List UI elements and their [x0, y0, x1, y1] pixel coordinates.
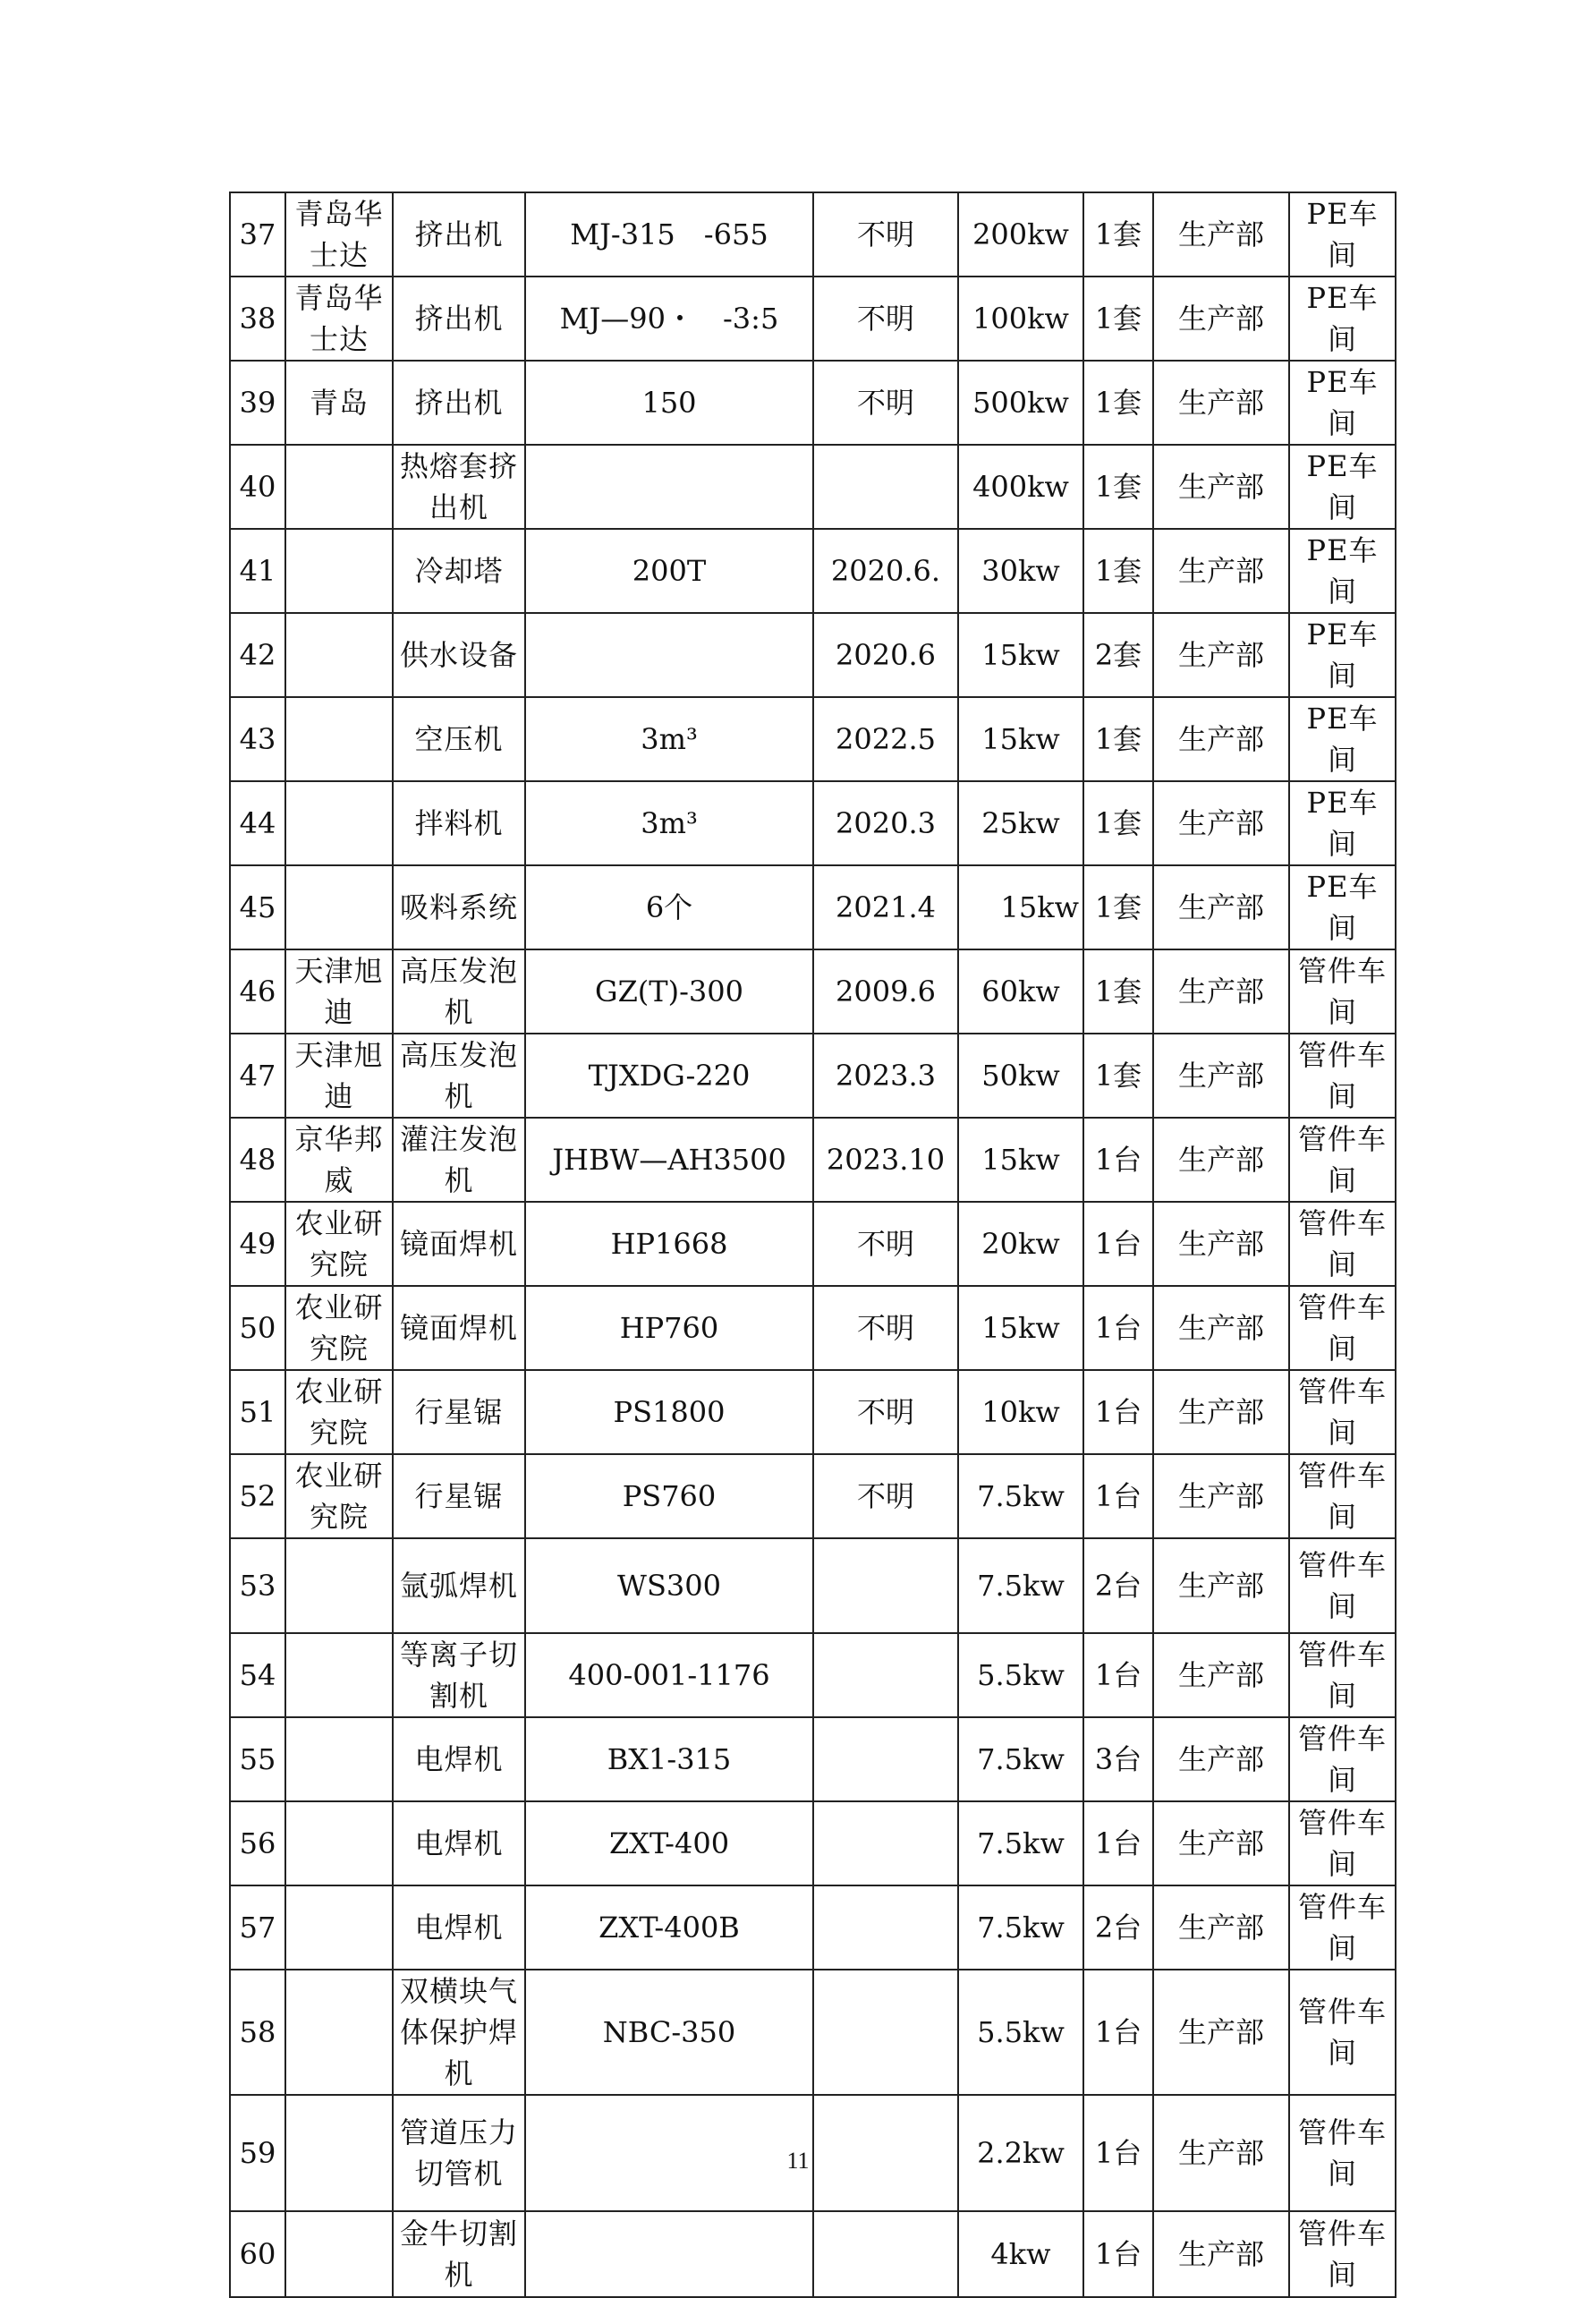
date-cell: 不明 — [813, 1454, 958, 1538]
manufacturer-cell: 青岛华士达 — [285, 192, 393, 277]
power-cell: 7.5kw — [958, 1717, 1083, 1801]
model-cell: 3m³ — [525, 781, 813, 865]
equipment-name-cell: 挤出机 — [393, 277, 525, 361]
model-cell: 400-001-1176 — [525, 1633, 813, 1717]
power-cell: 15kw — [958, 865, 1083, 949]
table-row — [230, 1885, 1396, 1970]
equipment-name-cell: 电焊机 — [393, 1717, 525, 1801]
row-number: 44 — [230, 781, 285, 865]
quantity-cell: 1台 — [1083, 1970, 1153, 2095]
date-cell: 2020.3 — [813, 781, 958, 865]
department-cell: 生产部 — [1153, 1633, 1289, 1717]
workshop-cell: 管件车间 — [1289, 1538, 1396, 1633]
department-cell: 生产部 — [1153, 192, 1289, 277]
quantity-cell: 2套 — [1083, 613, 1153, 697]
model-cell: MJ-315 -655 — [525, 192, 813, 277]
department-cell: 生产部 — [1153, 613, 1289, 697]
table-row — [230, 1538, 1396, 1633]
table-row — [230, 781, 1396, 865]
manufacturer-cell — [285, 2211, 393, 2297]
department-cell: 生产部 — [1153, 277, 1289, 361]
model-cell: 200T — [525, 529, 813, 613]
quantity-cell: 1套 — [1083, 445, 1153, 529]
power-cell: 7.5kw — [958, 1454, 1083, 1538]
row-number: 43 — [230, 697, 285, 781]
date-cell: 不明 — [813, 192, 958, 277]
model-cell: 150 — [525, 361, 813, 445]
power-cell: 4kw — [958, 2211, 1083, 2297]
manufacturer-cell — [285, 1970, 393, 2095]
workshop-cell: 管件车间 — [1289, 1454, 1396, 1538]
department-cell: 生产部 — [1153, 1801, 1289, 1885]
department-cell: 生产部 — [1153, 1118, 1289, 1202]
date-cell — [813, 1801, 958, 1885]
date-cell: 不明 — [813, 1370, 958, 1454]
table-row — [230, 1370, 1396, 1454]
quantity-cell: 1套 — [1083, 1034, 1153, 1118]
date-cell: 2009.6 — [813, 949, 958, 1034]
department-cell: 生产部 — [1153, 1885, 1289, 1970]
model-cell: 6个 — [525, 865, 813, 949]
manufacturer-cell: 天津旭迪 — [285, 949, 393, 1034]
table-row — [230, 1970, 1396, 2095]
workshop-cell: PE车间 — [1289, 361, 1396, 445]
equipment-name-cell: 拌料机 — [393, 781, 525, 865]
power-cell: 10kw — [958, 1370, 1083, 1454]
manufacturer-cell: 农业研究院 — [285, 1286, 393, 1370]
model-cell: HP1668 — [525, 1202, 813, 1286]
power-cell: 15kw — [958, 697, 1083, 781]
manufacturer-cell — [285, 613, 393, 697]
table-row — [230, 1118, 1396, 1202]
table-row — [230, 445, 1396, 529]
date-cell: 2023.10 — [813, 1118, 958, 1202]
power-cell: 500kw — [958, 361, 1083, 445]
equipment-name-cell: 热熔套挤出机 — [393, 445, 525, 529]
power-cell: 5.5kw — [958, 1633, 1083, 1717]
quantity-cell: 1套 — [1083, 361, 1153, 445]
manufacturer-cell — [285, 529, 393, 613]
power-cell: 50kw — [958, 1034, 1083, 1118]
row-number: 38 — [230, 277, 285, 361]
model-cell: ZXT-400B — [525, 1885, 813, 1970]
manufacturer-cell: 农业研究院 — [285, 1454, 393, 1538]
quantity-cell: 1台 — [1083, 1370, 1153, 1454]
workshop-cell: 管件车间 — [1289, 1633, 1396, 1717]
power-cell: 7.5kw — [958, 1885, 1083, 1970]
row-number: 39 — [230, 361, 285, 445]
quantity-cell: 1套 — [1083, 949, 1153, 1034]
power-cell: 7.5kw — [958, 1801, 1083, 1885]
table-row — [230, 1633, 1396, 1717]
date-cell — [813, 1717, 958, 1801]
date-cell: 2022.5 — [813, 697, 958, 781]
workshop-cell: PE车间 — [1289, 613, 1396, 697]
row-number: 42 — [230, 613, 285, 697]
workshop-cell: PE车间 — [1289, 192, 1396, 277]
workshop-cell: 管件车间 — [1289, 1885, 1396, 1970]
department-cell: 生产部 — [1153, 529, 1289, 613]
equipment-name-cell: 空压机 — [393, 697, 525, 781]
power-cell: 100kw — [958, 277, 1083, 361]
department-cell: 生产部 — [1153, 697, 1289, 781]
manufacturer-cell: 青岛华士达 — [285, 277, 393, 361]
workshop-cell: 管件车间 — [1289, 1717, 1396, 1801]
quantity-cell: 1套 — [1083, 529, 1153, 613]
equipment-name-cell: 电焊机 — [393, 1885, 525, 1970]
table-row — [230, 1034, 1396, 1118]
row-number: 51 — [230, 1370, 285, 1454]
department-cell: 生产部 — [1153, 1286, 1289, 1370]
equipment-name-cell: 双横块气体保护焊机 — [393, 1970, 525, 2095]
equipment-name-cell: 供水设备 — [393, 613, 525, 697]
model-cell: PS1800 — [525, 1370, 813, 1454]
row-number: 49 — [230, 1202, 285, 1286]
equipment-name-cell: 高压发泡机 — [393, 949, 525, 1034]
table-row — [230, 865, 1396, 949]
workshop-cell: PE车间 — [1289, 865, 1396, 949]
row-number: 55 — [230, 1717, 285, 1801]
row-number: 48 — [230, 1118, 285, 1202]
power-cell: 200kw — [958, 192, 1083, 277]
row-number: 56 — [230, 1801, 285, 1885]
equipment-name-cell: 等离子切割机 — [393, 1633, 525, 1717]
row-number: 52 — [230, 1454, 285, 1538]
manufacturer-cell — [285, 865, 393, 949]
department-cell: 生产部 — [1153, 1454, 1289, 1538]
manufacturer-cell — [285, 1538, 393, 1633]
department-cell: 生产部 — [1153, 445, 1289, 529]
equipment-name-cell: 行星锯 — [393, 1454, 525, 1538]
department-cell: 生产部 — [1153, 1538, 1289, 1633]
power-cell: 7.5kw — [958, 1538, 1083, 1633]
equipment-name-cell: 灌注发泡机 — [393, 1118, 525, 1202]
row-number: 59 — [230, 2095, 285, 2211]
department-cell: 生产部 — [1153, 361, 1289, 445]
date-cell: 不明 — [813, 277, 958, 361]
quantity-cell: 1台 — [1083, 1454, 1153, 1538]
equipment-name-cell: 挤出机 — [393, 192, 525, 277]
manufacturer-cell: 农业研究院 — [285, 1370, 393, 1454]
row-number: 41 — [230, 529, 285, 613]
date-cell: 2023.3 — [813, 1034, 958, 1118]
workshop-cell: 管件车间 — [1289, 2095, 1396, 2211]
workshop-cell: 管件车间 — [1289, 1034, 1396, 1118]
equipment-name-cell: 金牛切割机 — [393, 2211, 525, 2297]
model-cell — [525, 445, 813, 529]
model-cell: MJ—90・ -3:5 — [525, 277, 813, 361]
table-row — [230, 2211, 1396, 2297]
department-cell: 生产部 — [1153, 865, 1289, 949]
manufacturer-cell — [285, 781, 393, 865]
manufacturer-cell: 农业研究院 — [285, 1202, 393, 1286]
equipment-name-cell: 氩弧焊机 — [393, 1538, 525, 1633]
model-cell: PS760 — [525, 1454, 813, 1538]
model-cell: GZ(T)-300 — [525, 949, 813, 1034]
date-cell: 不明 — [813, 1286, 958, 1370]
date-cell — [813, 1970, 958, 2095]
row-number: 57 — [230, 1885, 285, 1970]
workshop-cell: PE车间 — [1289, 529, 1396, 613]
department-cell: 生产部 — [1153, 1717, 1289, 1801]
table-row — [230, 1286, 1396, 1370]
manufacturer-cell: 天津旭迪 — [285, 1034, 393, 1118]
manufacturer-cell — [285, 697, 393, 781]
manufacturer-cell — [285, 1717, 393, 1801]
table-row — [230, 949, 1396, 1034]
power-cell: 15kw — [958, 613, 1083, 697]
model-cell — [525, 613, 813, 697]
row-number: 46 — [230, 949, 285, 1034]
equipment-name-cell: 吸料系统 — [393, 865, 525, 949]
row-number: 45 — [230, 865, 285, 949]
manufacturer-cell — [285, 445, 393, 529]
model-cell: HP760 — [525, 1286, 813, 1370]
equipment-name-cell: 镜面焊机 — [393, 1202, 525, 1286]
workshop-cell: PE车间 — [1289, 277, 1396, 361]
equipment-name-cell: 冷却塔 — [393, 529, 525, 613]
quantity-cell: 1台 — [1083, 2211, 1153, 2297]
department-cell: 生产部 — [1153, 781, 1289, 865]
power-cell: 25kw — [958, 781, 1083, 865]
table-row — [230, 1454, 1396, 1538]
table-row — [230, 1801, 1396, 1885]
model-cell — [525, 2211, 813, 2297]
power-cell: 15kw — [958, 1286, 1083, 1370]
row-number: 54 — [230, 1633, 285, 1717]
date-cell: 2021.4 — [813, 865, 958, 949]
quantity-cell: 1台 — [1083, 2095, 1153, 2211]
workshop-cell: 管件车间 — [1289, 1801, 1396, 1885]
model-cell: 3m³ — [525, 697, 813, 781]
model-cell: ZXT-400 — [525, 1801, 813, 1885]
date-cell: 2020.6 — [813, 613, 958, 697]
date-cell — [813, 1633, 958, 1717]
model-cell: TJXDG-220 — [525, 1034, 813, 1118]
power-cell: 60kw — [958, 949, 1083, 1034]
manufacturer-cell: 京华邦威 — [285, 1118, 393, 1202]
department-cell: 生产部 — [1153, 2211, 1289, 2297]
table-row — [230, 529, 1396, 613]
model-cell: BX1-315 — [525, 1717, 813, 1801]
manufacturer-cell — [285, 1801, 393, 1885]
equipment-name-cell: 电焊机 — [393, 1801, 525, 1885]
model-cell: WS300 — [525, 1538, 813, 1633]
manufacturer-cell — [285, 1633, 393, 1717]
quantity-cell: 1套 — [1083, 697, 1153, 781]
workshop-cell: PE车间 — [1289, 781, 1396, 865]
model-cell: JHBW—AH3500 — [525, 1118, 813, 1202]
table-row — [230, 361, 1396, 445]
power-cell: 5.5kw — [958, 1970, 1083, 2095]
quantity-cell: 3台 — [1083, 1717, 1153, 1801]
row-number: 60 — [230, 2211, 285, 2297]
date-cell: 不明 — [813, 1202, 958, 1286]
table-row — [230, 1202, 1396, 1286]
table-row — [230, 613, 1396, 697]
quantity-cell: 2台 — [1083, 1885, 1153, 1970]
workshop-cell: 管件车间 — [1289, 949, 1396, 1034]
workshop-cell: 管件车间 — [1289, 1370, 1396, 1454]
quantity-cell: 1套 — [1083, 192, 1153, 277]
page-number: 11 — [786, 2148, 810, 2174]
workshop-cell: 管件车间 — [1289, 1286, 1396, 1370]
quantity-cell: 1套 — [1083, 781, 1153, 865]
workshop-cell: PE车间 — [1289, 445, 1396, 529]
department-cell: 生产部 — [1153, 1202, 1289, 1286]
equipment-name-cell: 高压发泡机 — [393, 1034, 525, 1118]
table-row — [230, 277, 1396, 361]
quantity-cell: 1台 — [1083, 1633, 1153, 1717]
department-cell: 生产部 — [1153, 1034, 1289, 1118]
department-cell: 生产部 — [1153, 949, 1289, 1034]
power-cell: 20kw — [958, 1202, 1083, 1286]
quantity-cell: 1套 — [1083, 277, 1153, 361]
equipment-table — [229, 192, 1396, 2298]
row-number: 58 — [230, 1970, 285, 2095]
quantity-cell: 1台 — [1083, 1118, 1153, 1202]
quantity-cell: 1台 — [1083, 1801, 1153, 1885]
date-cell — [813, 1538, 958, 1633]
workshop-cell: 管件车间 — [1289, 1118, 1396, 1202]
row-number: 40 — [230, 445, 285, 529]
row-number: 47 — [230, 1034, 285, 1118]
equipment-name-cell: 挤出机 — [393, 361, 525, 445]
quantity-cell: 1台 — [1083, 1286, 1153, 1370]
department-cell: 生产部 — [1153, 1370, 1289, 1454]
manufacturer-cell: 青岛 — [285, 361, 393, 445]
row-number: 50 — [230, 1286, 285, 1370]
quantity-cell: 2台 — [1083, 1538, 1153, 1633]
table-row — [230, 1717, 1396, 1801]
date-cell: 不明 — [813, 361, 958, 445]
department-cell: 生产部 — [1153, 1970, 1289, 2095]
workshop-cell: 管件车间 — [1289, 1970, 1396, 2095]
row-number: 37 — [230, 192, 285, 277]
date-cell: 2020.6. — [813, 529, 958, 613]
power-cell: 400kw — [958, 445, 1083, 529]
power-cell: 2.2kw — [958, 2095, 1083, 2211]
equipment-name-cell: 管道压力切管机 — [393, 2095, 525, 2211]
equipment-name-cell: 镜面焊机 — [393, 1286, 525, 1370]
equipment-name-cell: 行星锯 — [393, 1370, 525, 1454]
quantity-cell: 1套 — [1083, 865, 1153, 949]
workshop-cell: 管件车间 — [1289, 2211, 1396, 2297]
manufacturer-cell — [285, 1885, 393, 1970]
table-row — [230, 697, 1396, 781]
workshop-cell: PE车间 — [1289, 697, 1396, 781]
table-row — [230, 192, 1396, 277]
department-cell: 生产部 — [1153, 2095, 1289, 2211]
row-number: 53 — [230, 1538, 285, 1633]
workshop-cell: 管件车间 — [1289, 1202, 1396, 1286]
table-body — [230, 192, 1396, 2297]
date-cell — [813, 1885, 958, 1970]
quantity-cell: 1台 — [1083, 1202, 1153, 1286]
date-cell — [813, 2211, 958, 2297]
power-cell: 15kw — [958, 1118, 1083, 1202]
model-cell: NBC-350 — [525, 1970, 813, 2095]
power-cell: 30kw — [958, 529, 1083, 613]
date-cell — [813, 445, 958, 529]
